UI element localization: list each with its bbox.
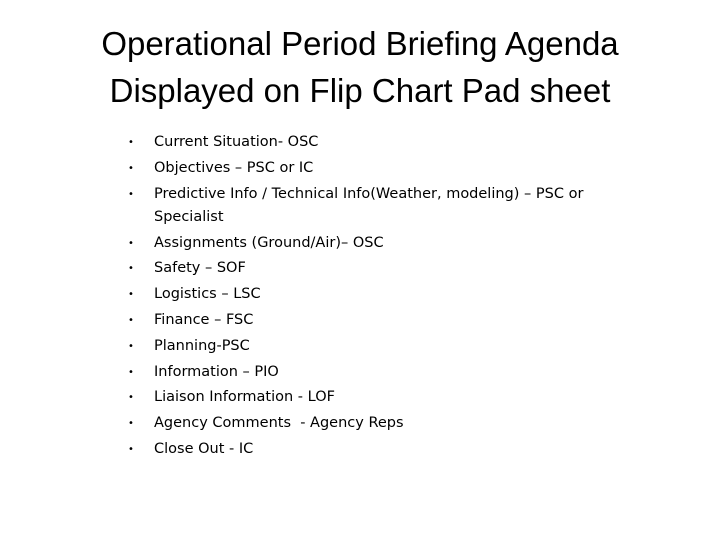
agenda-item [126,182,606,231]
agenda-item-text: Planning-PSC [154,337,250,354]
agenda-item [126,437,606,463]
bullet-icon: • [128,188,134,200]
agenda-item-text: Assignments (Ground/Air)– OSC [154,234,384,251]
agenda-item [126,308,606,334]
bullet-icon: • [128,263,134,275]
bullet-icon: • [128,314,134,326]
agenda-item-text: Finance – FSC [154,311,254,328]
agenda-item-text: Agency Comments - Agency Reps [154,415,404,432]
bullet-icon: • [128,162,134,174]
bullet-icon: • [128,366,134,378]
title-line-1: Operational Period Briefing Agenda [101,25,619,62]
agenda-list [126,130,606,463]
agenda-item-text: Logistics – LSC [154,286,261,303]
agenda-item-text: Liaison Information - LOF [154,389,335,406]
agenda-item [126,385,606,411]
title-line-2: Displayed on Flip Chart Pad sheet [109,72,611,109]
agenda-item [126,156,606,182]
bullet-icon: • [128,443,134,455]
agenda-item-text: Information – PIO [154,363,279,380]
agenda-item [126,282,606,308]
slide-title [0,20,720,114]
agenda-item-text: Safety – SOF [154,260,246,277]
agenda-item [126,360,606,386]
agenda-item-text: Current Situation- OSC [154,134,319,150]
bullet-icon: • [128,340,134,352]
agenda-item-text: Close Out - IC [154,440,254,457]
bullet-icon: • [128,289,134,301]
agenda-item-text: Predictive Info / Technical Info(Weather, modeling) – PSC or Specialist [154,185,584,225]
agenda-item [126,256,606,282]
agenda-item-text: Objectives – PSC or IC [154,159,314,176]
agenda-item [126,334,606,360]
bullet-icon: • [128,392,134,404]
bullet-icon: • [128,418,134,430]
bullet-icon: • [128,137,134,148]
agenda-item [126,411,606,437]
agenda-item [126,231,606,257]
agenda-item [126,130,606,156]
bullet-icon: • [128,237,134,249]
